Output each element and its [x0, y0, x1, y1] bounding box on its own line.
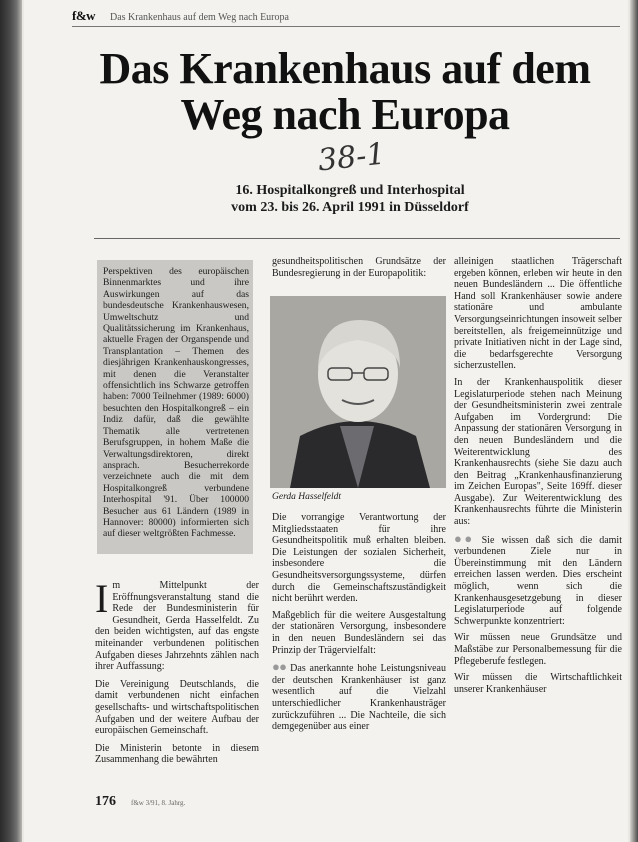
section-rule [94, 238, 620, 239]
column-2-bottom [272, 512, 446, 738]
photo-caption: Gerda Hasselfeldt [272, 492, 342, 502]
quote-mark: ●● [454, 530, 475, 546]
article-title: Das Krankenhaus auf dem Weg nach Europa [99, 44, 591, 139]
paragraph: In der Krankenhauspolitik dieser Legislaturperiode stehen nach Meinung der Gesundheitsministerin zwei zentrale Aufgaben im Vordergrund: Die Anpassung der stationären Versorgung in den neuen Bundesländern und die Weiterentwicklung des Krankenhausrechts (siehe Sie dazu auch den Beitrag „Krankenhausfinanzierung im Zeichen Europas", Seite 169ff. dieser Ausgabe). Zur Weiterentwicklung des Krankenhausrechts führte die Ministerin aus: [454, 376, 622, 528]
paragraph-text: m Mittelpunkt der Eröffnungsveranstaltung stand die Rede der Bundesministerin für Gesundheit, Gerda Hasselfeldt. Zu den beiden wichtigsten, auf das engste miteinander verbundenen politischen Aufgaben dieses Jahrzehnts zählen nach ihrer Auffassung: [95, 580, 259, 673]
subtitle-line-1: 16. Hospitalkongreß und Interhospital [235, 183, 465, 198]
portrait-image [270, 296, 446, 488]
paragraph [272, 661, 446, 733]
subtitle-line-2: vom 23. bis 26. April 1991 in Düsseldorf [231, 200, 469, 215]
intro-box: Perspektiven des europäischen Binnenmarktes und ihre Auswirkungen auf das bundesdeutsche Krankenhauswesen, Umweltschutz und Qualitätssicherung im Krankenhaus, aktuelle Fragen der Organspende und Transplantation – Themen des diesjährigen Krankenhauskongresses, mit denen die Veranstalter offensichtlich ins Schwarze getroffen haben: 7000 Teilnehmer (1989: 6000) besuchten den Hospitalkongreß – ein Indiz dafür, daß die gewählte Thematik alle vertretenen Berufsgruppen, in hohem Maße die Verwaltungsdirektoren, direkt ansprach. Besucherrekorde verzeichnete auch die mit dem Hospitalkongreß verbundene Interhospital '91. Über 100000 Besucher aus 61 Ländern (1989 in Hannover: 80000) informierten sich auf dieser weltgrößten Fachmesse. [97, 260, 253, 554]
header-rule [72, 26, 620, 27]
book-binding [0, 0, 22, 842]
paragraph [95, 576, 259, 673]
page-number: 176 [95, 794, 116, 809]
paragraph: Die Vereinigung Deutschlands, die damit verbundenen nicht einfachen gesellschafts- und wirtschaftspolitischen Aufgaben und der weitere Aufbau der europäischen Gemeinschaft. [95, 678, 259, 737]
magazine-logo: f&w [72, 8, 96, 23]
page-footer [95, 794, 625, 814]
column-2-top: gesundheitspolitischen Grundsätze der Bundesregierung in der Europapolitik: [272, 256, 446, 279]
paragraph: Wir müssen neue Grundsätze und Maßstäbe zur Personalbemessung für die Pflegeberufe festlegen. [454, 632, 622, 667]
paragraph: Wir müssen die Wirtschaftlichkeit unserer Krankenhäuser [454, 672, 622, 695]
portrait-photo [270, 296, 446, 488]
drop-cap: I [95, 576, 109, 621]
paragraph: Die Ministerin betonte in diesem Zusammenhang die bewährten [95, 742, 259, 766]
paragraph-text: Sie wissen daß sich die damit verbundenen Ziele nur in Übereinstimmung mit den Ländern erreichen lassen werden. Dies erscheint möglich, wenn sich die Krankenhausgesetzgebung in dieser Legislaturperiode auf folgende Schwerpunkte konzentriert: [454, 534, 622, 627]
article-subtitle [170, 182, 530, 216]
running-title: Das Krankenhaus auf dem Weg nach Europa [110, 12, 289, 23]
paragraph-text: Das anerkannte hohe Leistungsniveau der deutschen Krankenhäuser ist ganz wesentlich auf die Vielzahl unterschiedlicher Krankenhausträger zurückzuführen ... Die Nachteile, die sich demgegenüber aus einer [272, 663, 446, 733]
footer-source: f&w 3/91, 8. Jahrg. [131, 799, 186, 807]
paragraph: Die vorrangige Verantwortung der Mitgliedsstaaten für ihre Gesundheitspolitik muß erhalten bleiben. Die Leistungen der sozialen Sicherheit, insbesondere die Gesundheitsversorgungssysteme, dürfen durch die Gemeinschaftszuständigkeit nicht berührt werden. [272, 512, 446, 605]
paragraph [454, 530, 622, 628]
column-1 [95, 576, 259, 772]
running-header [72, 10, 620, 26]
paragraph: alleinigen staatlichen Trägerschaft ergeben können, erleben wir heute in den neuen Bundesländern ... Die öffentliche Hand soll Krankenhäuser sowie andere stationäre und ambulante Versorgungseinrichtungen insoweit selber bereitstellen, als freigemeinnützige und private Initiativen nicht in der Lage sind, die bedarfsgerechte Versorgung sicherzustellen. [454, 256, 622, 372]
quote-mark: ●● [272, 659, 287, 675]
column-3 [454, 256, 622, 700]
page-edge-shadow [630, 0, 638, 842]
paragraph: Maßgeblich für die weitere Ausgestaltung der stationären Versorgung, insbesondere in den neuen Bundesländern sei das Prinzip der Trägervielfalt: [272, 609, 446, 656]
handwritten-note: 38-1 [316, 136, 388, 179]
